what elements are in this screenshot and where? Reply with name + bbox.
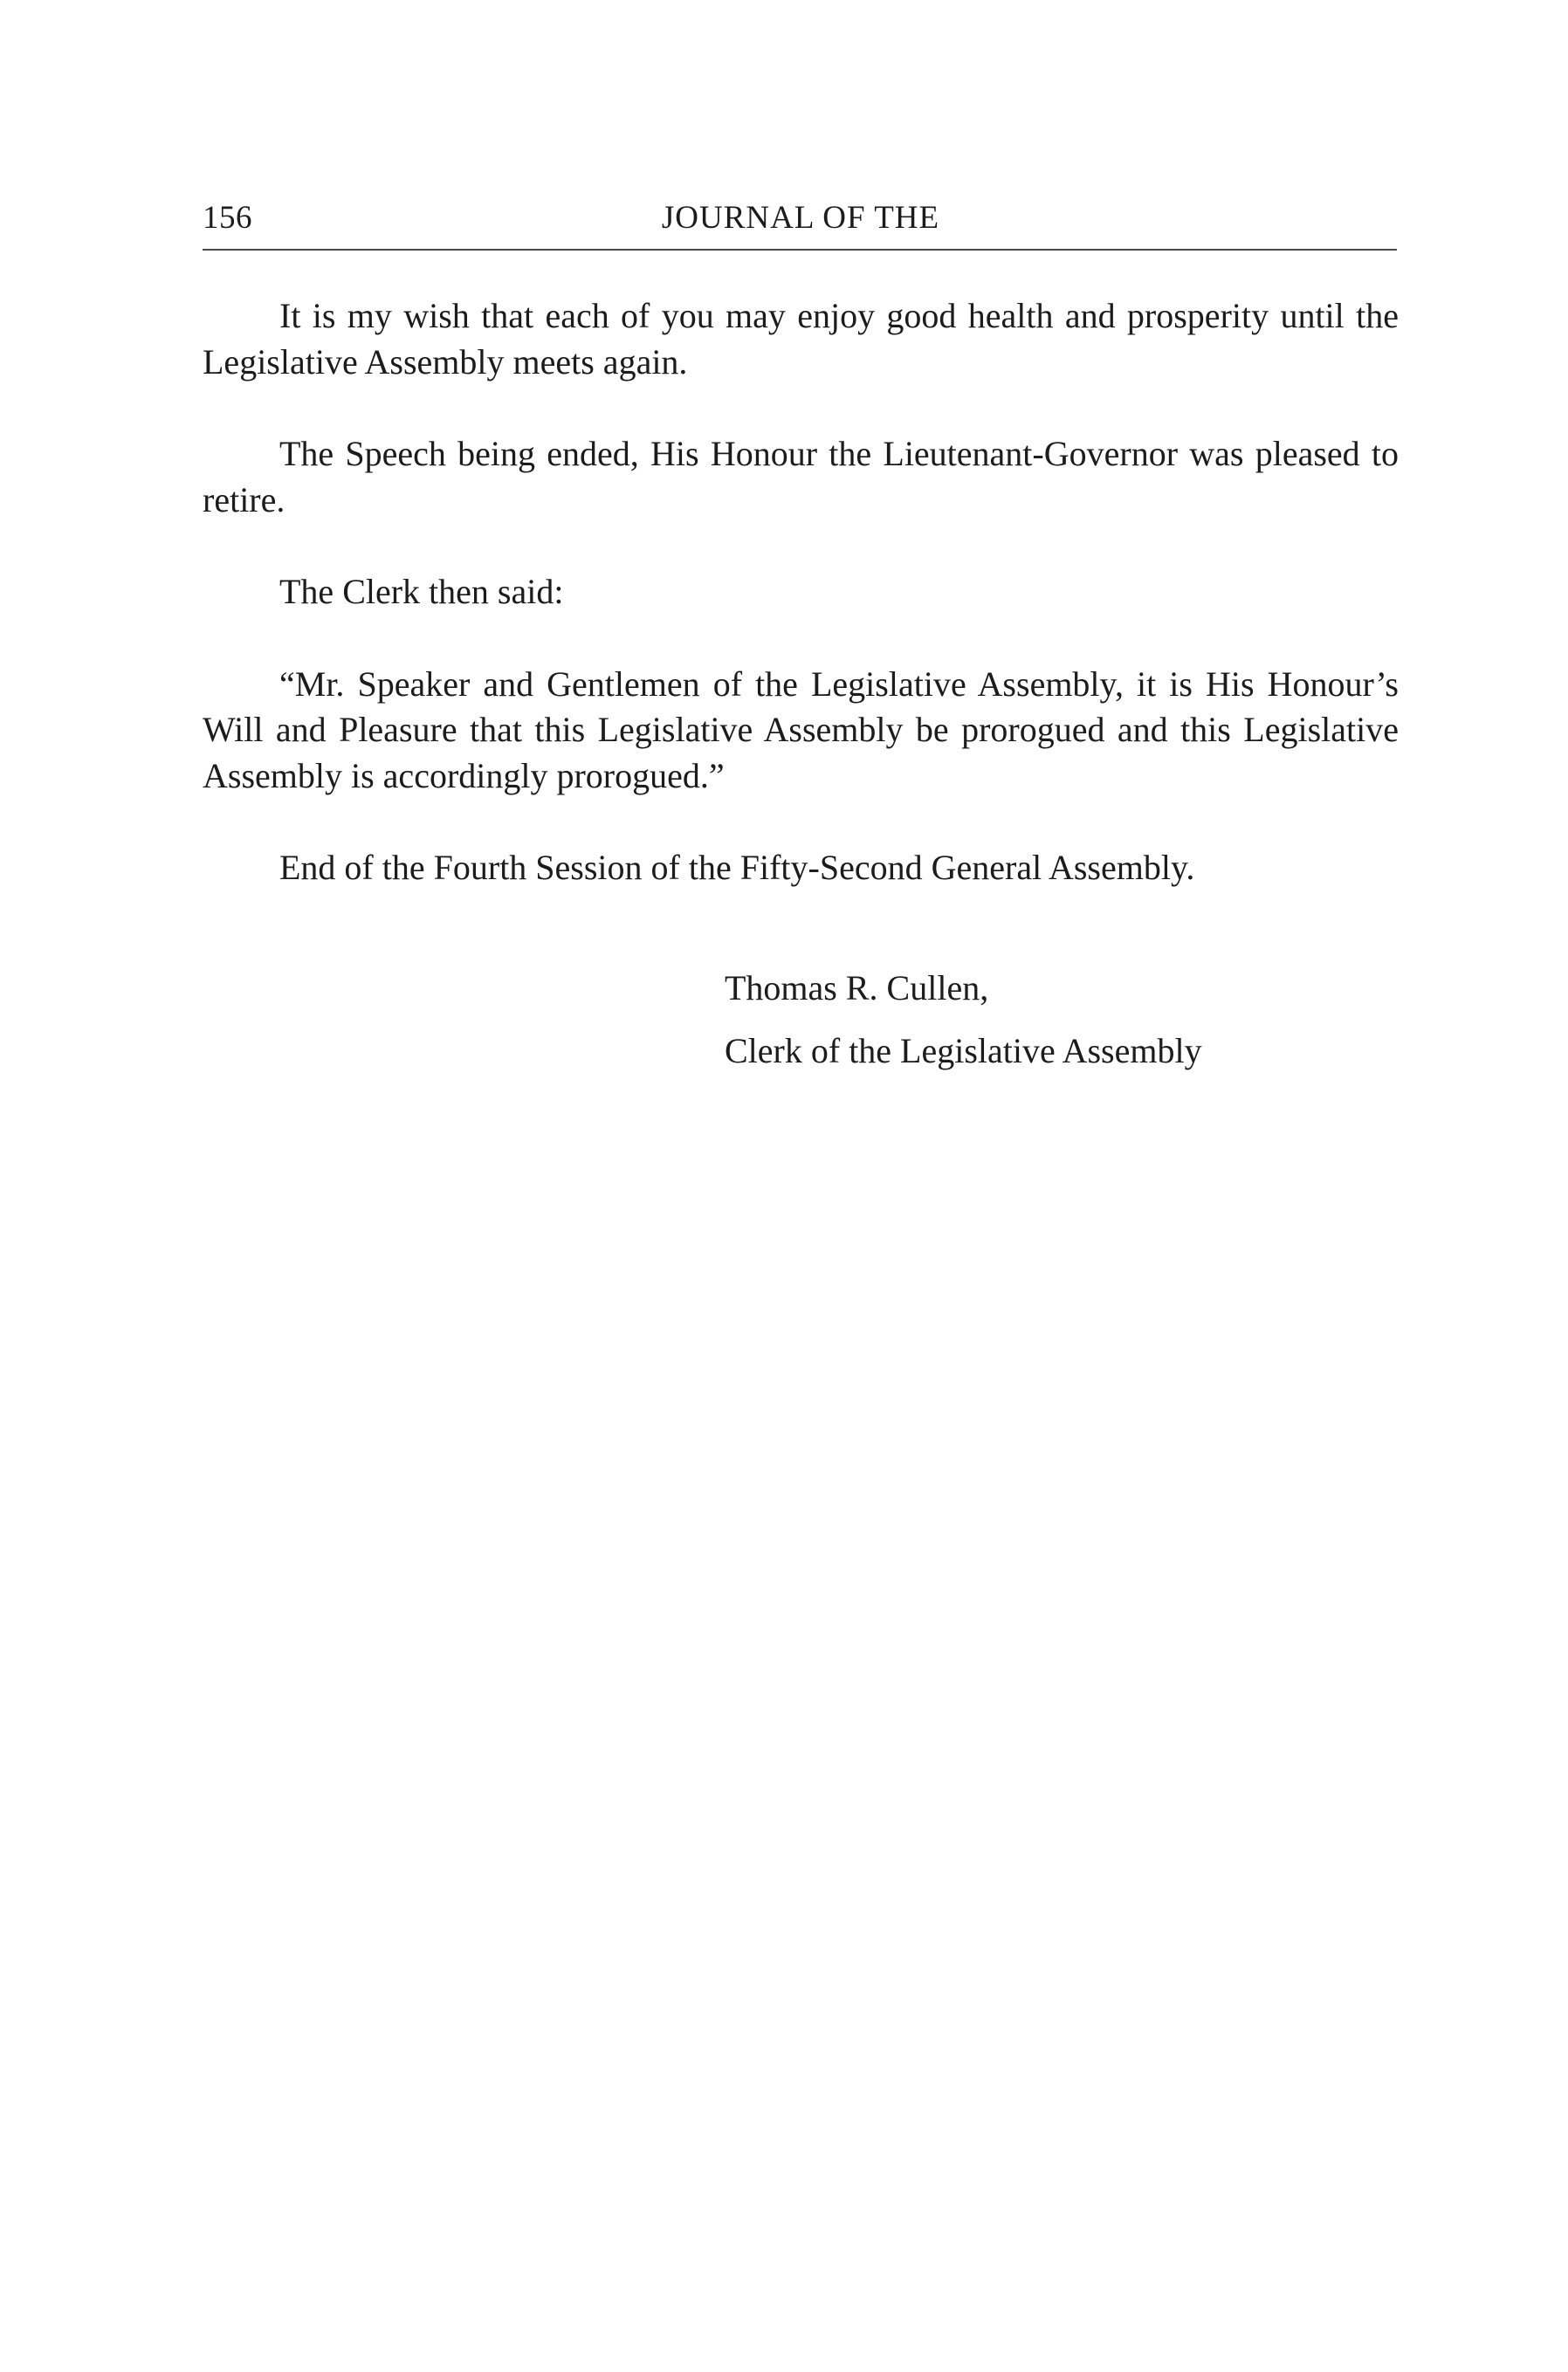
- signature-title: Clerk of the Legislative Assembly: [725, 1031, 1202, 1070]
- page-header: [203, 199, 1397, 248]
- paragraph-end-of-session: End of the Fourth Session of the Fifty-Second General Assembly.: [279, 848, 1195, 887]
- paragraph-closing-wish: It is my wish that each of you may enjoy good health and prosperity until the Legislative Assembly meets again.: [203, 296, 1399, 382]
- paragraph-speech-ended: The Speech being ended, His Honour the Lieutenant-Governor was pleased to retire.: [203, 434, 1399, 519]
- paragraph-prorogation: “Mr. Speaker and Gentlemen of the Legislative Assembly, it is His Honour’s Will and Pleasure that this Legislative Assembly be prorogued and this Legislative Assembly is accordingly prorogued.”: [203, 663, 1399, 795]
- signature-block: [725, 966, 1202, 1074]
- header-rule: [203, 249, 1397, 251]
- paragraph-clerk-said: The Clerk then said:: [279, 572, 564, 611]
- page-number: 156: [203, 200, 252, 236]
- body-text: [203, 293, 1399, 891]
- signature-name: Thomas R. Cullen,: [725, 968, 989, 1007]
- running-head: JOURNAL OF THE: [661, 200, 940, 236]
